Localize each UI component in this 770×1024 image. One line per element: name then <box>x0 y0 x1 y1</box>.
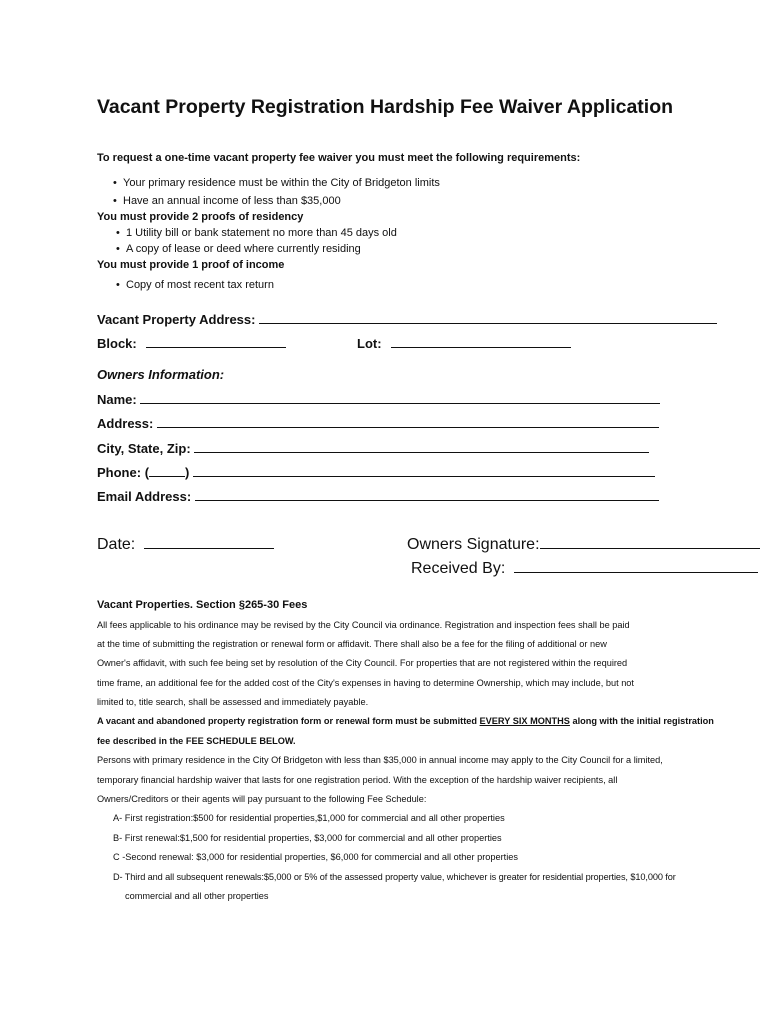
owner-email-field[interactable] <box>195 488 659 501</box>
six-month-notice: A vacant and abandoned property registration form or renewal form must be submitted EVERY SIX MONTHS along with the initial registration <box>97 716 714 726</box>
received-by-label: Received By: <box>411 560 506 577</box>
date-field[interactable] <box>144 534 274 549</box>
requirement-item: • Your primary residence must be within the City of Bridgeton limits <box>113 177 440 189</box>
owner-city-field[interactable] <box>194 440 649 453</box>
owner-address-label: Address: <box>97 416 154 431</box>
hardship-paragraph-line: temporary financial hardship waiver that lasts for one registration period. With the exception of the hardship waiver recipients, all <box>97 775 618 785</box>
owner-email-label: Email Address: <box>97 489 192 504</box>
owner-name-field[interactable] <box>140 391 660 404</box>
block-label: Block: <box>97 336 137 351</box>
fees-paragraph-line: Owner's affidavit, with such fee being set by resolution of the City Council. For properties that are not registered within the required <box>97 658 628 668</box>
bullet-icon <box>116 279 126 291</box>
fees-heading: Vacant Properties. Section §265-30 Fees <box>97 599 308 611</box>
date-row <box>97 534 274 554</box>
owner-signature-field[interactable] <box>540 534 760 549</box>
fee-schedule-notice: fee described in the FEE SCHEDULE BELOW. <box>97 736 296 746</box>
fees-paragraph-line: limited to, title search, shall be assessed and immediately payable. <box>97 697 369 707</box>
fee-schedule-item: B- First renewal:$1,500 for residential properties, $3,000 for commercial and all other properties <box>113 833 502 843</box>
owner-address-row <box>97 415 659 431</box>
bullet-icon <box>116 243 126 255</box>
hardship-paragraph-line: Owners/Creditors or their agents will pay pursuant to the following Fee Schedule: <box>97 794 427 804</box>
hardship-paragraph-line: Persons with primary residence in the City Of Bridgeton with less than $35,000 in annual income may apply to the City Council for a limited, <box>97 755 663 765</box>
requirements-intro: To request a one-time vacant property fee waiver you must meet the following requirements: <box>97 152 581 164</box>
property-address-field[interactable] <box>259 311 717 324</box>
owner-address-field[interactable] <box>157 415 659 428</box>
fee-schedule-item: D- Third and all subsequent renewals:$5,000 or 5% of the assessed property value, whichever is greater for residential properties, $10,000 for <box>113 872 676 882</box>
owner-email-row <box>97 488 659 504</box>
income-item: • Copy of most recent tax return <box>116 279 274 291</box>
date-label: Date: <box>97 536 136 553</box>
owners-heading: Owners Information: <box>97 367 225 382</box>
owner-city-label: City, State, Zip: <box>97 441 191 456</box>
bullet-icon <box>116 227 126 239</box>
block-row <box>97 335 286 351</box>
received-by-field[interactable] <box>514 558 758 573</box>
property-address-row <box>97 311 717 327</box>
owner-signature-row <box>407 534 760 554</box>
property-address-label: Vacant Property Address: <box>97 312 256 327</box>
owner-phone-field[interactable] <box>193 464 655 477</box>
lot-field[interactable] <box>391 335 571 348</box>
every-six-months-emphasis: EVERY SIX MONTHS <box>479 716 570 726</box>
income-heading: You must provide 1 proof of income <box>97 259 285 271</box>
fee-schedule-item: C -Second renewal: $3,000 for residential properties, $6,000 for commercial and all other properties <box>113 852 518 862</box>
fees-paragraph-line: All fees applicable to his ordinance may be revised by the City Council via ordinance. Registration and inspection fees shall be paid <box>97 620 630 630</box>
fees-paragraph-line: at the time of submitting the registration or renewal form or affidavit. There shall also be a fee for the filing of additional or new <box>97 639 607 649</box>
owner-phone-label: Phone: <box>97 465 142 480</box>
owner-signature-label: Owners Signature: <box>407 536 540 553</box>
owner-name-row <box>97 391 660 407</box>
residency-heading: You must provide 2 proofs of residency <box>97 211 304 223</box>
requirement-item: • Have an annual income of less than $35,000 <box>113 195 341 207</box>
fee-schedule-item-continued: commercial and all other properties <box>125 891 269 901</box>
residency-item: • A copy of lease or deed where currently residing <box>116 243 361 255</box>
bullet-icon <box>113 177 123 189</box>
owner-phone-row: Phone: ( ) <box>97 464 655 480</box>
residency-item: • 1 Utility bill or bank statement no more than 45 days old <box>116 227 397 239</box>
owner-name-label: Name: <box>97 392 137 407</box>
fees-paragraph-line: time frame, an additional fee for the added cost of the City's expenses in having to determine Ownership, which may include, but not <box>97 678 634 688</box>
page-title: Vacant Property Registration Hardship Fee Waiver Application <box>96 96 674 118</box>
block-field[interactable] <box>146 335 286 348</box>
bullet-icon <box>113 195 123 207</box>
owner-city-row <box>97 440 649 456</box>
received-by-row <box>411 558 758 578</box>
lot-label: Lot: <box>357 336 382 351</box>
lot-row <box>357 335 571 351</box>
phone-area-code-field[interactable] <box>149 464 185 477</box>
fee-schedule-item: A- First registration:$500 for residential properties,$1,000 for commercial and all other properties <box>113 813 505 823</box>
